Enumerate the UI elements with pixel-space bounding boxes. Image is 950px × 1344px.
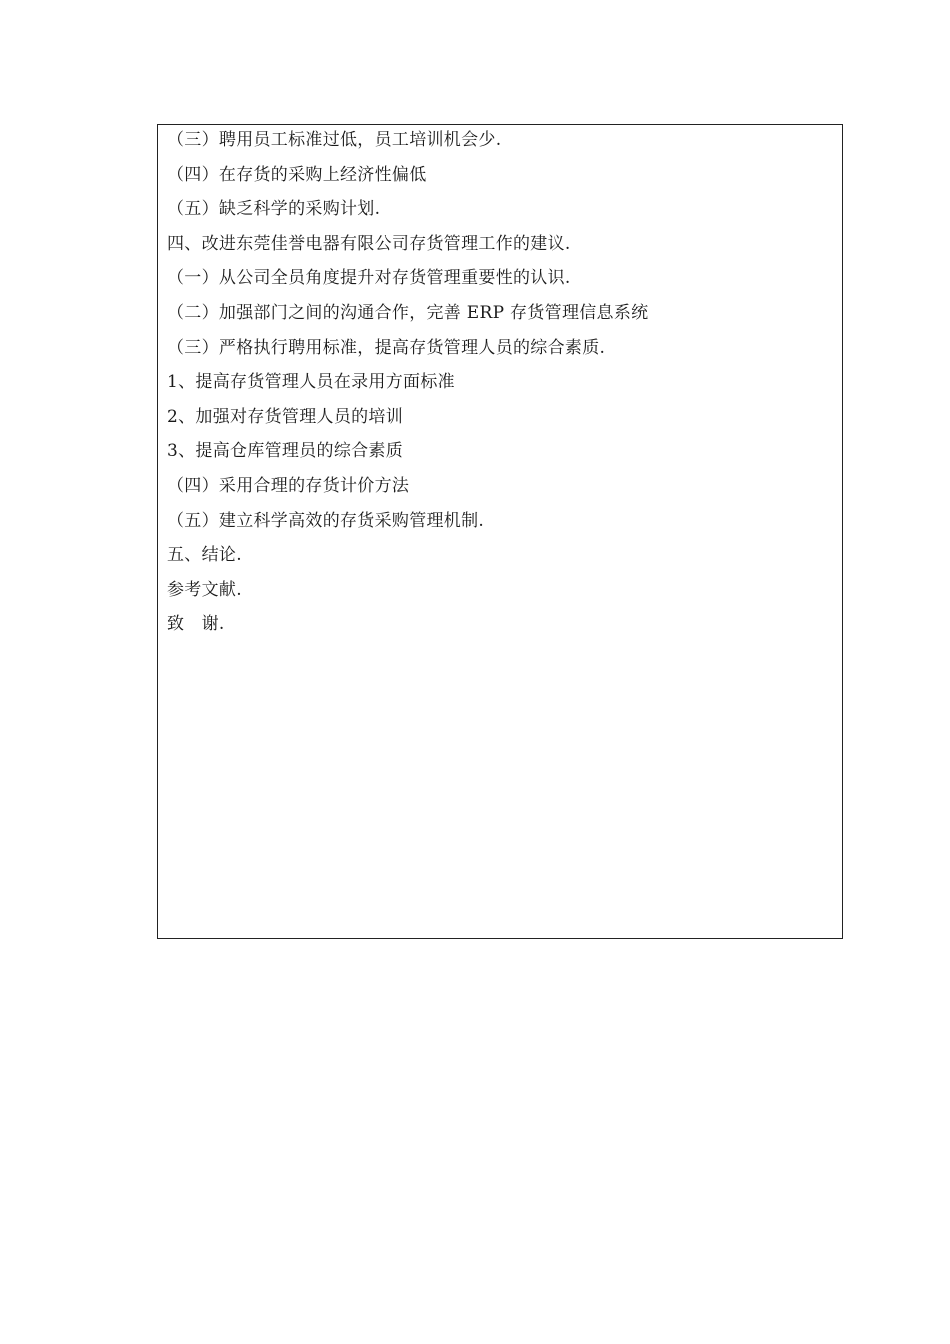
outline-line-3-3: （三）聘用员工标准过低，员工培训机会少. bbox=[167, 130, 502, 150]
outline-line-4-3-3: 3、提高仓库管理员的综合素质 bbox=[167, 441, 404, 462]
outline-line-3-5: （五）缺乏科学的采购计划. bbox=[167, 199, 381, 220]
outline-references: 参考文献. bbox=[167, 579, 242, 600]
outline-line-4-3-1: 1、提高存货管理人员在录用方面标准 bbox=[167, 372, 455, 393]
outline-table-cell bbox=[157, 124, 843, 939]
outline-line-4-3: （三）严格执行聘用标准，提高存货管理人员的综合素质. bbox=[167, 337, 606, 358]
outline-line-4-4: （四）采用合理的存货计价方法 bbox=[167, 475, 410, 496]
outline-line-4-1: （一）从公司全员角度提升对存货管理重要性的认识. bbox=[167, 268, 571, 289]
outline-heading-5: 五、结论. bbox=[167, 545, 242, 566]
outline-acknowledgements: 致 谢. bbox=[167, 614, 225, 635]
outline-list bbox=[167, 125, 834, 644]
outline-line-4-2: （二）加强部门之间的沟通合作，完善 ERP 存货管理信息系统 bbox=[167, 302, 649, 323]
outline-heading-4: 四、改进东莞佳誉电器有限公司存货管理工作的建议. bbox=[167, 233, 571, 254]
outline-line-4-3-2: 2、加强对存货管理人员的培训 bbox=[167, 406, 404, 427]
outline-line-4-5: （五）建立科学高效的存货采购管理机制. bbox=[167, 510, 485, 531]
outline-line-3-4: （四）在存货的采购上经济性偏低 bbox=[167, 164, 427, 185]
